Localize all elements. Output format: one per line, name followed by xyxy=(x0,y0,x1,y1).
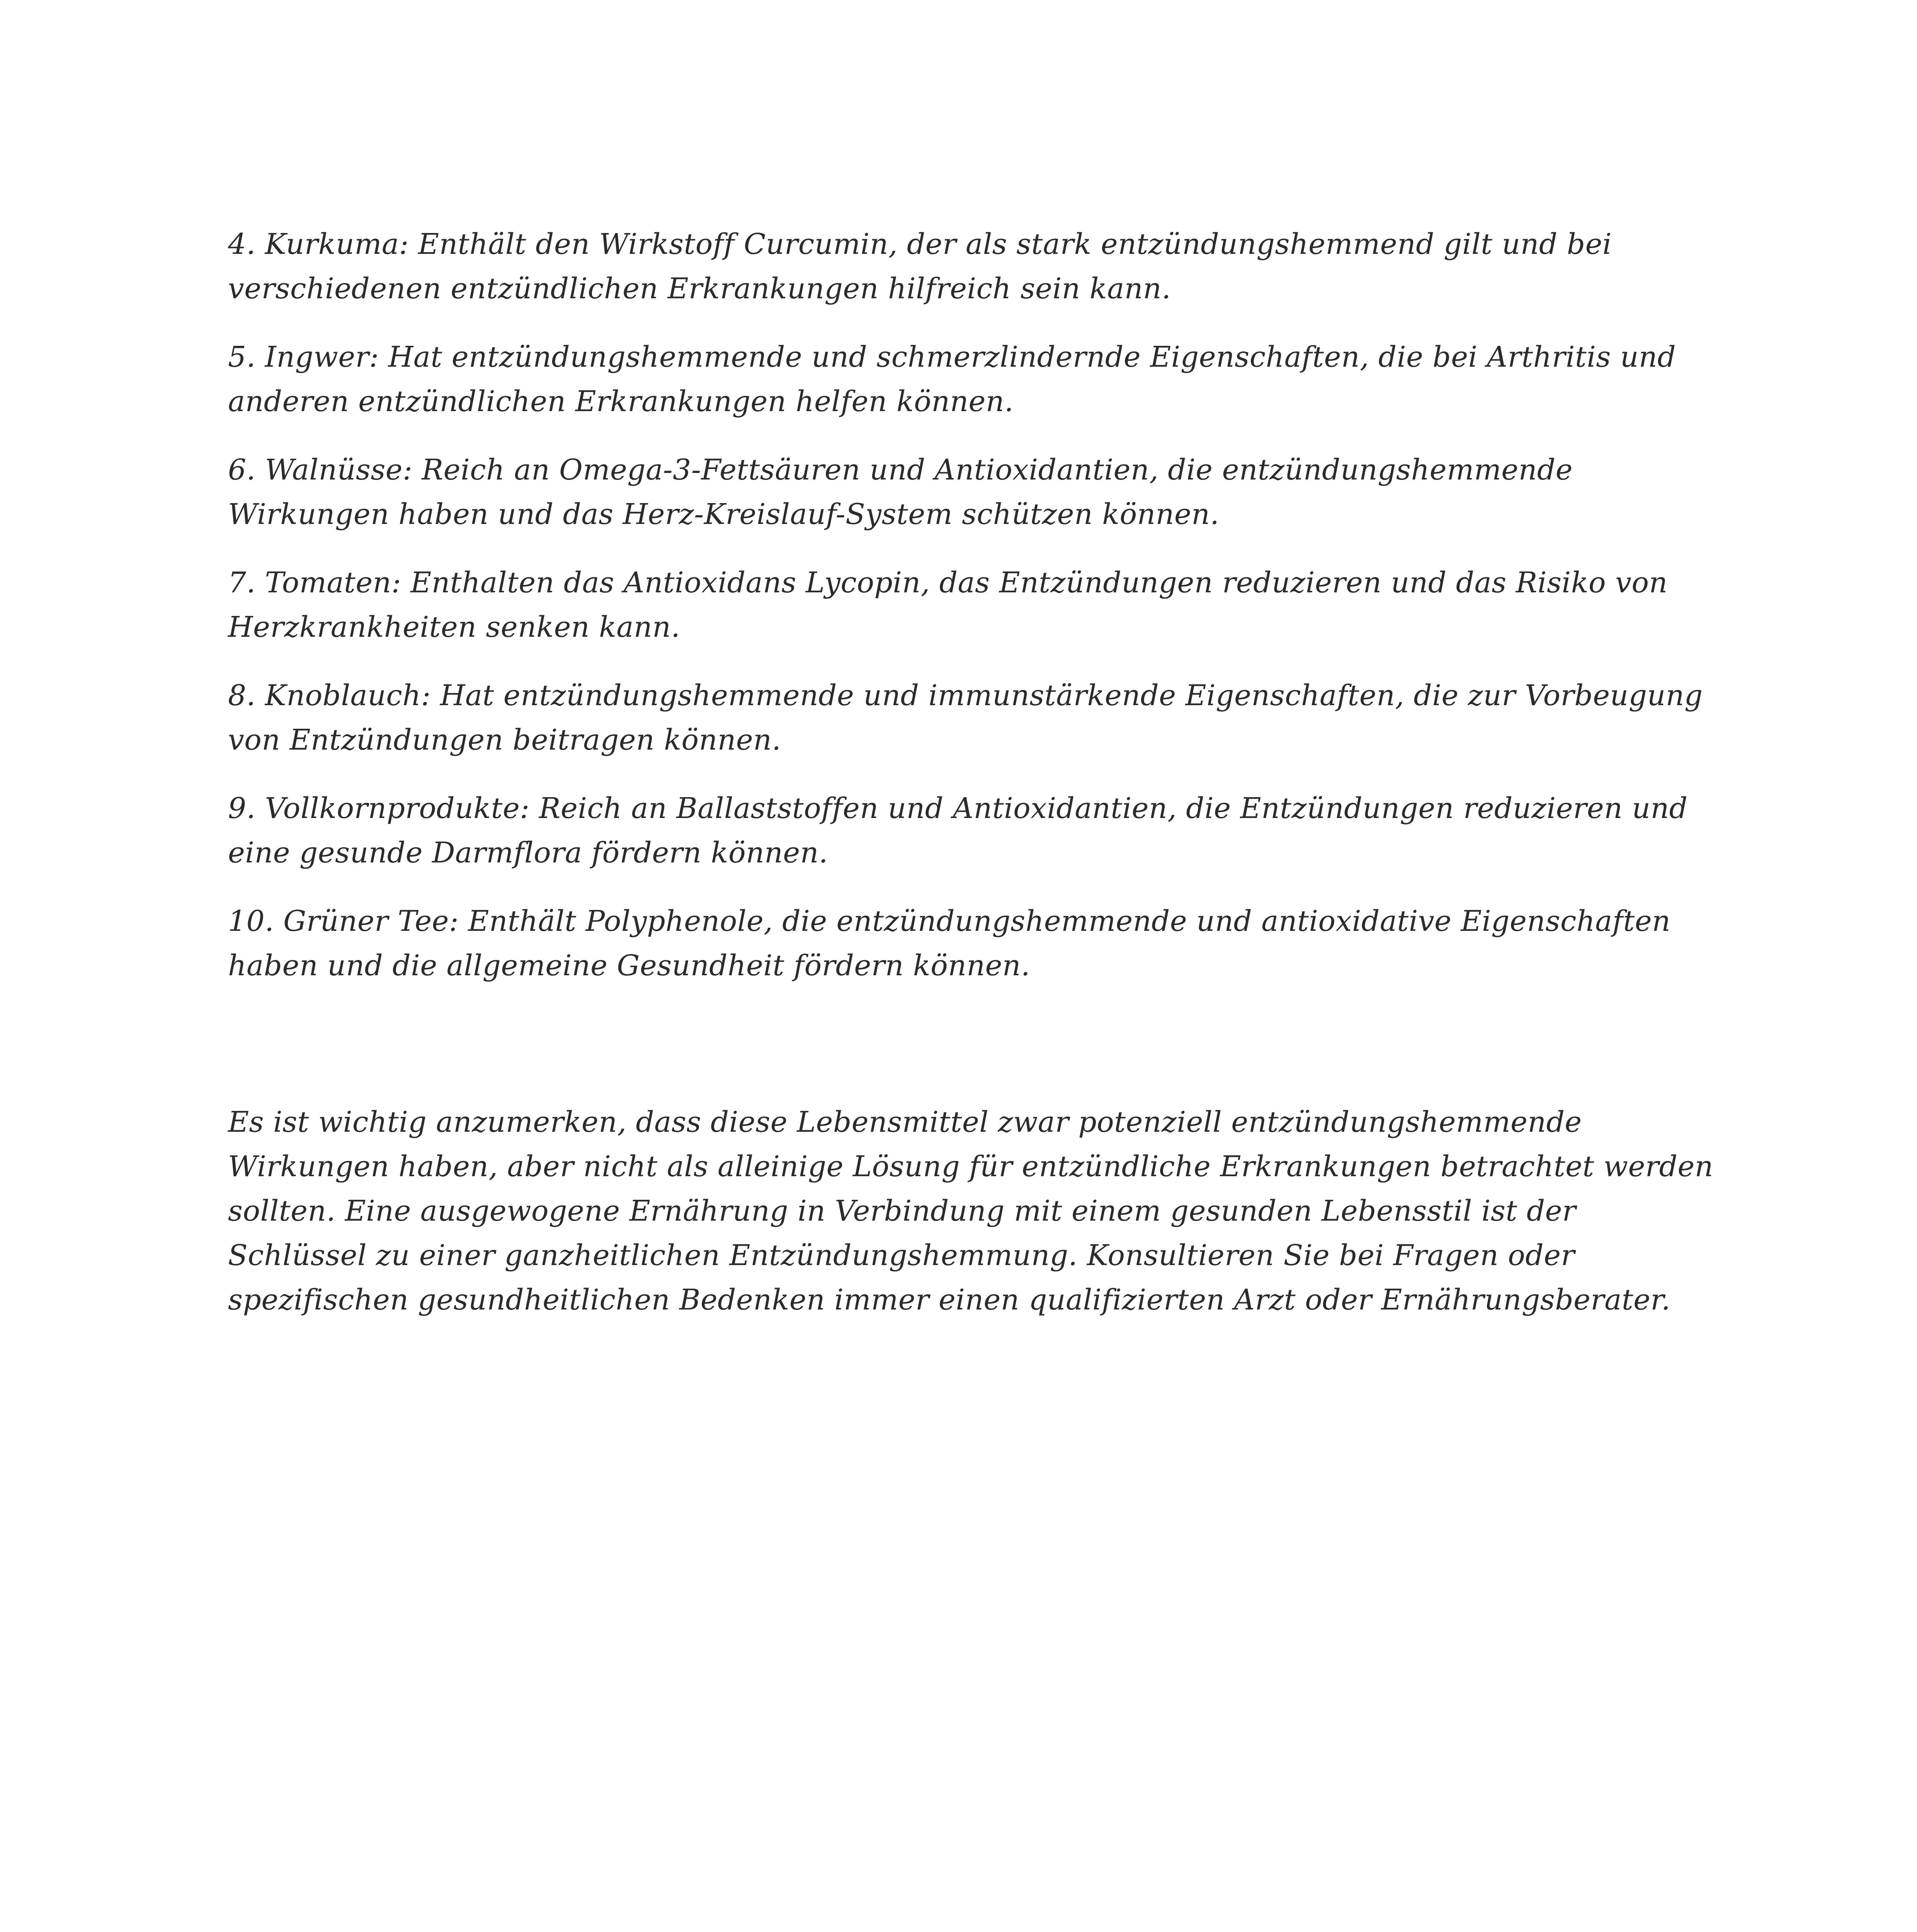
list-item-walnuesse: 6. Walnüsse: Reich an Omega-3-Fettsäuren und Antioxidantien, die entzündungshemmende Wirkungen haben und das Herz-Kreislauf-System schützen können. xyxy=(228,453,1573,531)
closing-paragraph: Es ist wichtig anzumerken, dass diese Lebensmittel zwar potenziell entzündungshemmende Wirkungen haben, aber nicht als alleinige Lösung für entzündliche Erkrankungen betrachtet werden sollten. Eine ausgewogene Ernährung in Verbindung mit einem gesunden Lebensstil ist der Schlüssel zu einer ganzheitlichen Entzündungshemmung. Konsultieren Sie bei Fragen oder spezifischen gesundheitlichen Bedenken immer einen qualifizierten Arzt oder Ernährungsberater. xyxy=(228,1105,1713,1316)
list-item-vollkornprodukte: 9. Vollkornprodukte: Reich an Ballaststoffen und Antioxidantien, die Entzündungen reduzieren und eine gesunde Darmflora fördern können. xyxy=(228,792,1688,869)
list-item-ingwer: 5. Ingwer: Hat entzündungshemmende und schmerzlindernde Eigenschaften, die bei Arthritis und anderen entzündlichen Erkrankungen helfen können. xyxy=(228,340,1676,418)
list-item-gruener-tee: 10. Grüner Tee: Enthält Polyphenole, die entzündungshemmende und antioxidative Eigenschaften haben und die allgemeine Gesundheit fördern können. xyxy=(228,905,1671,982)
list-item-tomaten: 7. Tomaten: Enthalten das Antioxidans Lycopin, das Entzündungen reduzieren und das Risiko von Herzkrankheiten senken kann. xyxy=(228,566,1668,644)
list-item-kurkuma: 4. Kurkuma: Enthält den Wirkstoff Curcumin, der als stark entzündungshemmend gilt und bei verschiedenen entzündlichen Erkrankungen hilfreich sein kann. xyxy=(228,228,1612,305)
page-content xyxy=(228,222,1720,1346)
list-item-knoblauch: 8. Knoblauch: Hat entzündungshemmende und immunstärkende Eigenschaften, die zur Vorbeugung von Entzündungen beitragen können. xyxy=(228,679,1703,757)
